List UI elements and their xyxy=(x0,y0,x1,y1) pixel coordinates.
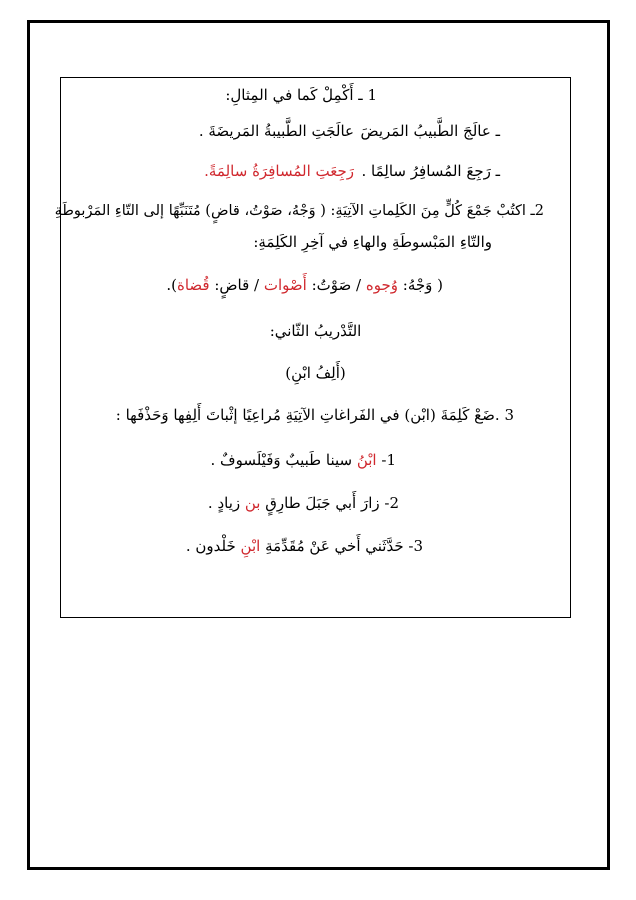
q3-s2-number: 2- xyxy=(379,494,399,512)
q3-sentence-3 xyxy=(186,536,423,556)
q1-heading: 1 ـ أَكْمِلْ كَما في المِثالِ: xyxy=(225,86,377,104)
q2-instruction-line2: والتّاءِ المَبْسوطَةِ والهاءِ في آخِرِ الكَلِمَةِ: xyxy=(253,233,492,251)
q2-answer xyxy=(166,275,443,295)
q2-answer-plural-3: قُضاة xyxy=(176,276,210,294)
q3-s2-answer: بن xyxy=(244,494,261,512)
q3-sentence-2 xyxy=(208,493,399,513)
q2-answer-close: ). xyxy=(166,276,177,294)
q3-s3-number: 3- xyxy=(403,537,423,555)
q3-s2-text: زيادٍ . xyxy=(207,494,245,512)
q3-heading: 3 .ضَعْ كَلِمَةَ (ابْن) في الفَراغاتِ الآتِيَةِ مُراعِيًا إثْباتَ أَلِفِها وَحَذْفَها : xyxy=(115,406,514,424)
q1-example-1-right: ـ عالَجَ الطَّبيبُ المَريضَ xyxy=(360,122,500,140)
q3-s3-text: خَلْدون . xyxy=(185,537,241,555)
q3-s1-number: 1- xyxy=(376,451,396,469)
q2-answer-sep-2: / قاضٍ: xyxy=(209,276,264,294)
q1-example-1-left: عالَجَتِ الطَّبيبةُ المَريضَةَ . xyxy=(198,122,354,140)
q3-s3-pre: حَدَّثَني أَخي عَنْ مُقَدِّمَةِ xyxy=(260,537,404,555)
q2-instruction-line1: 2ـ اكتُبْ جَمْعَ كُلٍّ مِنَ الكَلِماتِ الآتِيَةِ: ( وَجْهُ، صَوْتُ، قاضٍ) مُتَنَبِّهًا إلى التّاءِ المَرْبوطَةِ xyxy=(54,203,544,219)
q1-example-2-answer: رَجِعَتِ المُسافِرَةُ سالِمَةً. xyxy=(204,162,354,180)
training-title: التَّدْريبُ الثّاني: xyxy=(269,322,362,340)
q3-s2-pre: زارَ أَبي جَبَلَ طارِقٍ xyxy=(260,494,380,512)
q2-answer-plural-1: وُجوه xyxy=(365,276,398,294)
q3-s1-answer: ابْنُ xyxy=(356,451,377,469)
q2-answer-open: ( وَجْهُ: xyxy=(398,276,443,294)
q1-example-2-right: ـ رَجِعَ المُسافِرُ سالِمًا . xyxy=(361,162,500,180)
q2-answer-plural-2: أَصْوات xyxy=(263,276,307,294)
q2-answer-sep-1: / صَوْتُ: xyxy=(306,276,366,294)
q3-s3-answer: ابْنِ xyxy=(240,537,261,555)
q3-sentence-1 xyxy=(211,450,397,470)
q3-s1-text: سينا طَبيبٌ وَفَيْلَسوفٌ . xyxy=(210,451,357,469)
training-subtitle: (أَلِفُ ابْنِ) xyxy=(285,364,346,382)
